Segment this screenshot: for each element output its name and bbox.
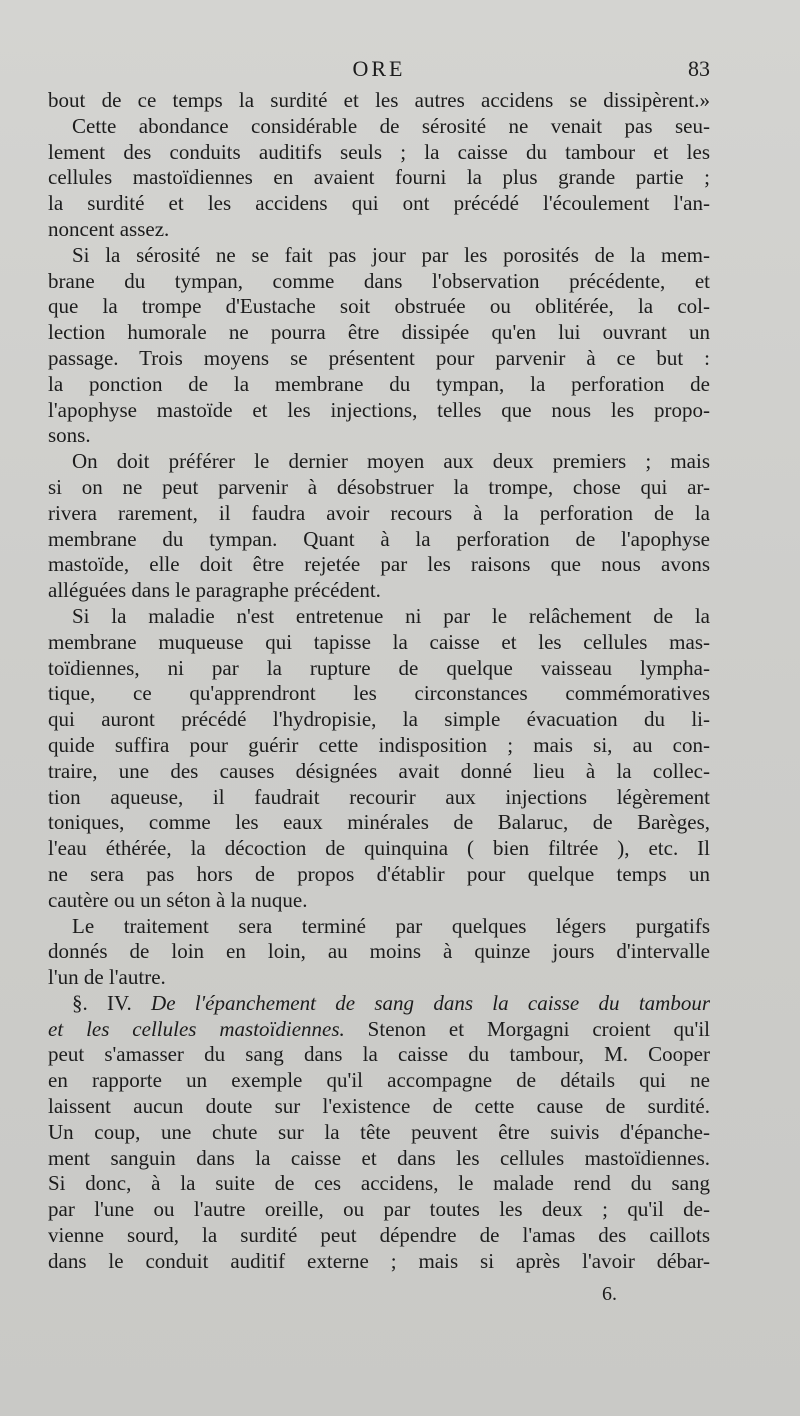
page-number: 83	[688, 56, 710, 81]
text-line: mastoïde, elle doit être rejetée par les raisons que nous avons	[48, 552, 710, 577]
text-line: cautère ou un séton à la nuque.	[48, 887, 308, 912]
text-line: l'apophyse mastoïde et les injections, telles que nous les propo-	[48, 397, 710, 422]
text-line: Un coup, une chute sur la tête peuvent être suivis d'épanche-	[48, 1119, 710, 1144]
text-line: laissent aucun doute sur l'existence de cette cause de surdité.	[48, 1094, 710, 1119]
text-line: peut s'amasser du sang dans la caisse du tambour, M. Cooper	[48, 1042, 710, 1067]
text-line: membrane du tympan. Quant à la perforation de l'apophyse	[48, 526, 710, 551]
text-line: l'eau éthérée, la décoction de quinquina ( bien filtrée ), etc. Il	[48, 836, 710, 861]
text-line: Si donc, à la suite de ces accidens, le malade rend du sang	[48, 1171, 710, 1196]
text-line: traire, une des causes désignées avait donné lieu à la collec-	[48, 758, 710, 783]
text-line: alléguées dans le paragraphe précédent.	[48, 578, 381, 603]
text-line: passage. Trois moyens se présentent pour parvenir à ce but :	[48, 345, 710, 370]
text-line: bout de ce temps la surdité et les autres accidens se dissipèrent.»	[48, 88, 710, 112]
text-line: lection humorale ne pourra être dissipée qu'en lui ouvrant un	[48, 320, 710, 345]
section-number: §. IV.	[72, 990, 132, 1015]
text-line: Si la sérosité ne se fait pas jour par les porosités de la mem-	[72, 242, 710, 267]
page-header	[48, 56, 710, 92]
text-line: qui auront précédé l'hydropisie, la simple évacuation du li-	[48, 707, 710, 732]
text-line: Cette abondance considérable de sérosité ne venait pas seu-	[72, 113, 710, 138]
text-line: que la trompe d'Eustache soit obstruée ou oblitérée, la col-	[48, 294, 710, 319]
text-line: membrane muqueuse qui tapisse la caisse et les cellules mas-	[48, 629, 710, 654]
text-line: dans le conduit auditif externe ; mais si après l'avoir débar-	[48, 1248, 710, 1273]
text-line: cellules mastoïdiennes en avaient fourni la plus grande partie ;	[48, 165, 710, 190]
section-title: De l'épanchement de sang dans la caisse du tambour	[131, 990, 710, 1015]
section-title-cont: et les cellules mastoïdiennes.	[48, 1016, 345, 1041]
text-line: toïdiennes, ni par la rupture de quelque vaisseau lympha-	[48, 655, 710, 680]
text-line: Le traitement sera terminé par quelques légers purgatifs	[72, 913, 710, 938]
text-line: noncent assez.	[48, 216, 170, 241]
running-title: ORE	[352, 56, 406, 81]
text-line: sons.	[48, 423, 91, 448]
text-line: par l'une ou l'autre oreille, ou par toutes les deux ; qu'il de-	[48, 1197, 710, 1222]
text-line: donnés de loin en loin, au moins à quinze jours d'intervalle	[48, 939, 710, 964]
text-line: lement des conduits auditifs seuls ; la caisse du tambour et les	[48, 139, 710, 164]
text-line: toniques, comme les eaux minérales de Balaruc, de Barèges,	[48, 810, 710, 835]
text-line: vienne sourd, la surdité peut dépendre de l'amas des caillots	[48, 1223, 710, 1248]
section-body-text: Stenon et Morgagni croient qu'il	[344, 1016, 710, 1041]
text-line: la surdité et les accidens qui ont précédé l'écoulement l'an-	[48, 191, 710, 216]
text-line: quide suffira pour guérir cette indisposition ; mais si, au con-	[48, 732, 710, 757]
text-line	[48, 1017, 710, 1043]
text-line: ment sanguin dans la caisse et dans les cellules mastoïdiennes.	[48, 1145, 710, 1170]
text-line: tion aqueuse, il faudrait recourir aux injections légèrement	[48, 784, 710, 809]
text-line: Si la maladie n'est entretenue ni par le relâchement de la	[72, 603, 710, 628]
signature-mark: 6.	[602, 1283, 617, 1305]
text-line: rivera rarement, il faudra avoir recours à la perforation de la	[48, 500, 710, 525]
text-line: l'un de l'autre.	[48, 965, 166, 990]
text-line: si on ne peut parvenir à désobstruer la trompe, chose qui ar-	[48, 474, 710, 499]
text-line	[48, 991, 710, 1017]
text-line: la ponction de la membrane du tympan, la perforation de	[48, 371, 710, 396]
text-line: tique, ce qu'apprendront les circonstances commémoratives	[48, 681, 710, 706]
text-line: brane du tympan, comme dans l'observation précédente, et	[48, 268, 710, 293]
text-line: en rapporte un exemple qu'il accompagne de détails qui ne	[48, 1068, 710, 1093]
text-line: On doit préférer le dernier moyen aux deux premiers ; mais	[72, 449, 710, 474]
text-line: ne sera pas hors de propos d'établir pour quelque temps un	[48, 861, 710, 886]
text-body	[48, 88, 710, 1275]
